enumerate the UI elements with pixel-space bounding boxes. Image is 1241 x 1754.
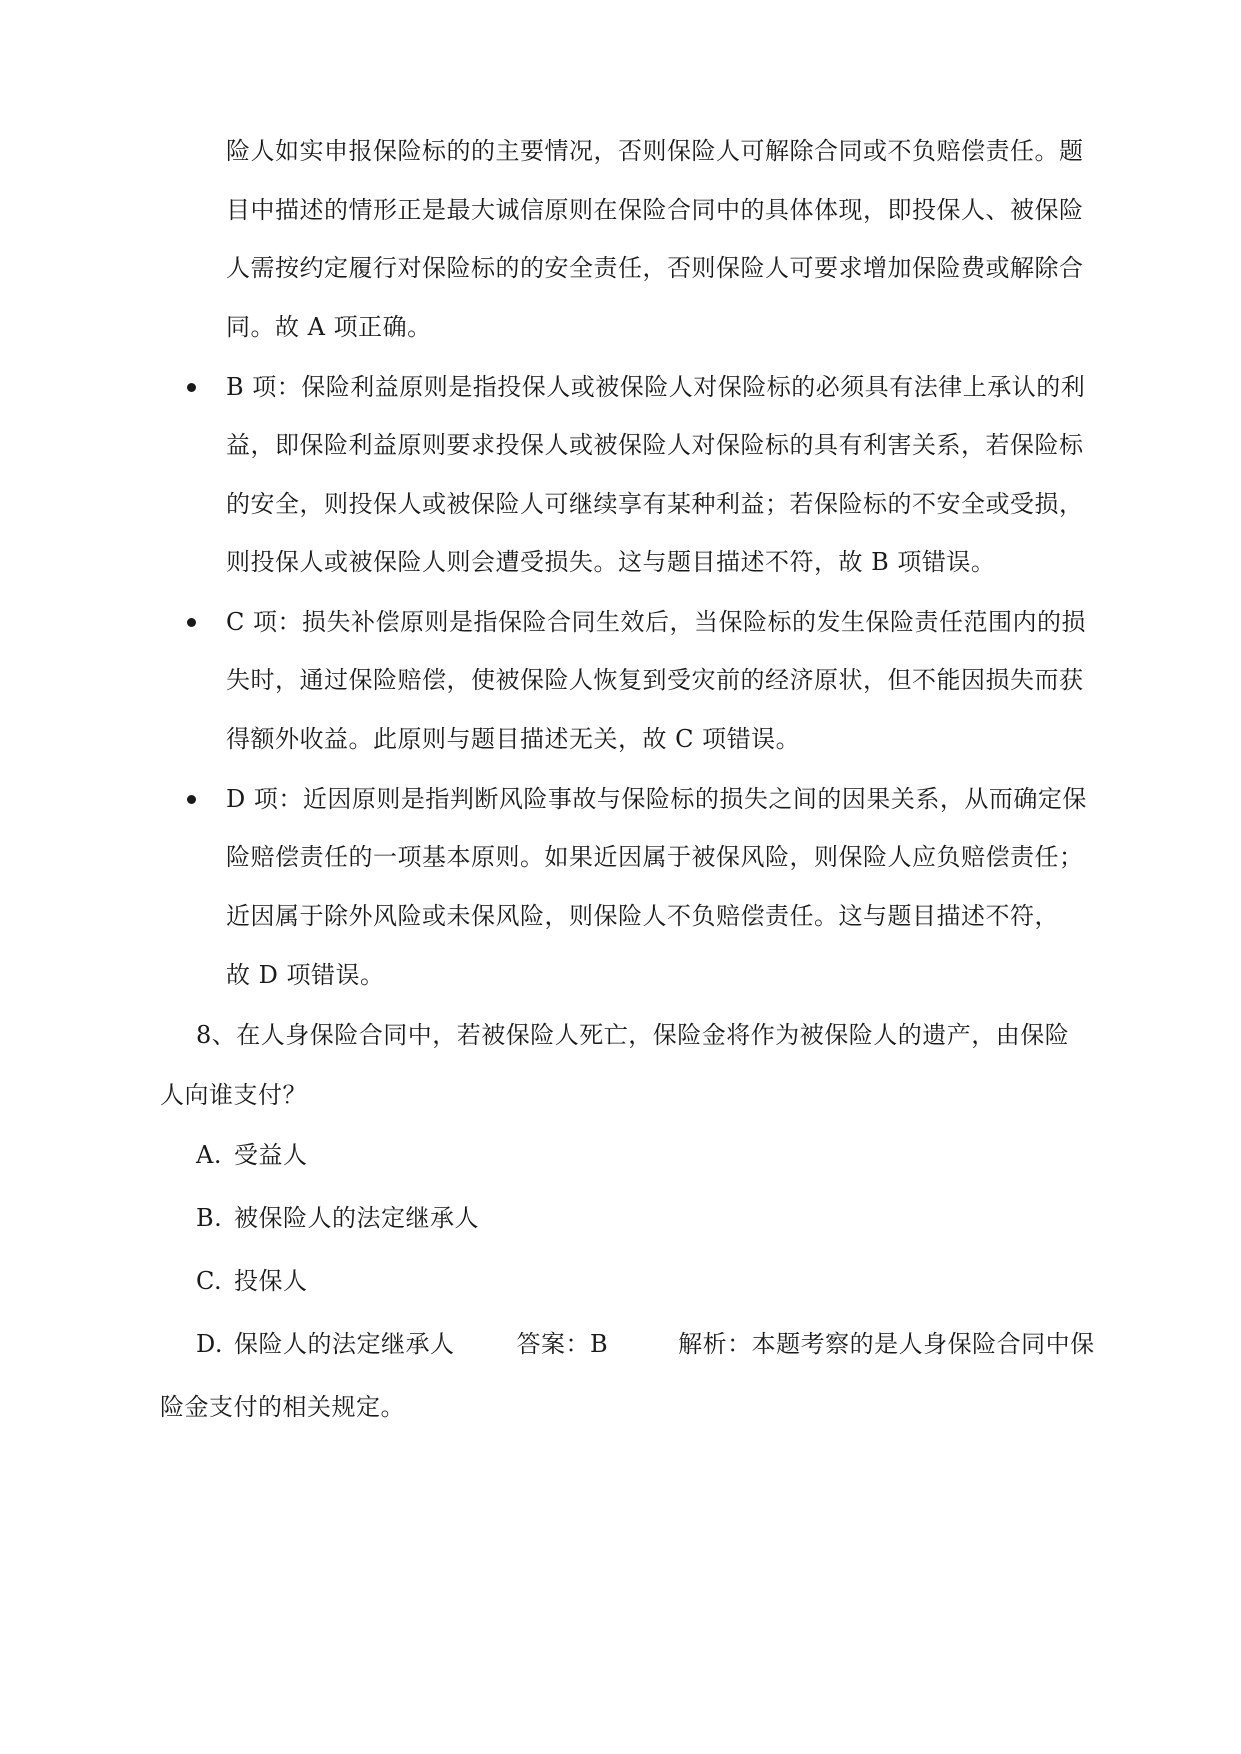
analysis-text: 解析：本题考察的是人身保险合同中保 — [678, 1330, 1095, 1358]
analysis-text-cont: 险金支付的相关规定。 — [160, 1393, 405, 1421]
question-text: 8、在人身保险合同中，若被保险人死亡，保险金将作为被保险人的遗产，由保险 — [196, 1021, 1070, 1049]
bullet-dot — [187, 795, 196, 804]
option-c — [196, 1266, 308, 1296]
explanation-line: 人需按约定履行对保险标的的安全责任，否则保险人可要求增加保险费或解除合 — [226, 254, 1084, 282]
bullet-d-line: 险赔偿责任的一项基本原则。如果近因属于被保风险，则保险人应负赔偿责任； — [226, 843, 1084, 871]
option-letter: A. — [196, 1141, 222, 1169]
bullet-dot — [187, 618, 196, 627]
explanation-line: 同。故 A 项正确。 — [226, 313, 432, 341]
option-d-with-answer — [196, 1329, 1095, 1359]
option-letter: D. — [196, 1330, 224, 1358]
option-text: 保险人的法定继承人 — [234, 1330, 455, 1358]
option-text: 投保人 — [234, 1267, 308, 1295]
bullet-b-line: 益，即保险利益原则要求投保人或被保险人对保险标的具有利害关系，若保险标 — [226, 431, 1084, 459]
bullet-d-line: 故 D 项错误。 — [226, 961, 385, 989]
option-text: 被保险人的法定继承人 — [234, 1204, 479, 1232]
option-text: 受益人 — [234, 1141, 308, 1169]
bullet-d-line: D 项：近因原则是指判断风险事故与保险标的损失之间的因果关系，从而确定保 — [226, 785, 1087, 813]
bullet-c-line: 失时，通过保险赔偿，使被保险人恢复到受灾前的经济原状，但不能因损失而获 — [226, 666, 1084, 694]
option-b — [196, 1203, 479, 1233]
explanation-line: 目中描述的情形正是最大诚信原则在保险合同中的具体体现，即投保人、被保险 — [226, 196, 1084, 224]
option-letter: B. — [196, 1204, 223, 1232]
bullet-b-line: 的安全，则投保人或被保险人可继续享有某种利益；若保险标的不安全或受损， — [226, 490, 1084, 518]
answer-text: 答案：B — [516, 1330, 609, 1358]
bullet-b-line: 则投保人或被保险人则会遭受损失。这与题目描述不符，故 B 项错误。 — [226, 548, 996, 576]
question-text: 人向谁支付？ — [160, 1081, 307, 1109]
bullet-dot — [187, 383, 196, 392]
option-a — [196, 1140, 308, 1170]
explanation-line: 险人如实申报保险标的的主要情况，否则保险人可解除合同或不负赔偿责任。题 — [226, 137, 1084, 165]
bullet-c-line: 得额外收益。此原则与题目描述无关，故 C 项错误。 — [226, 725, 801, 753]
bullet-b-line: B 项：保险利益原则是指投保人或被保险人对保险标的必须具有法律上承认的利 — [226, 373, 1086, 401]
bullet-d-line: 近因属于除外风险或未保风险，则保险人不负赔偿责任。这与题目描述不符， — [226, 902, 1059, 930]
bullet-c-line: C 项：损失补偿原则是指保险合同生效后，当保险标的发生保险责任范围内的损 — [226, 608, 1086, 636]
option-letter: C. — [196, 1267, 223, 1295]
